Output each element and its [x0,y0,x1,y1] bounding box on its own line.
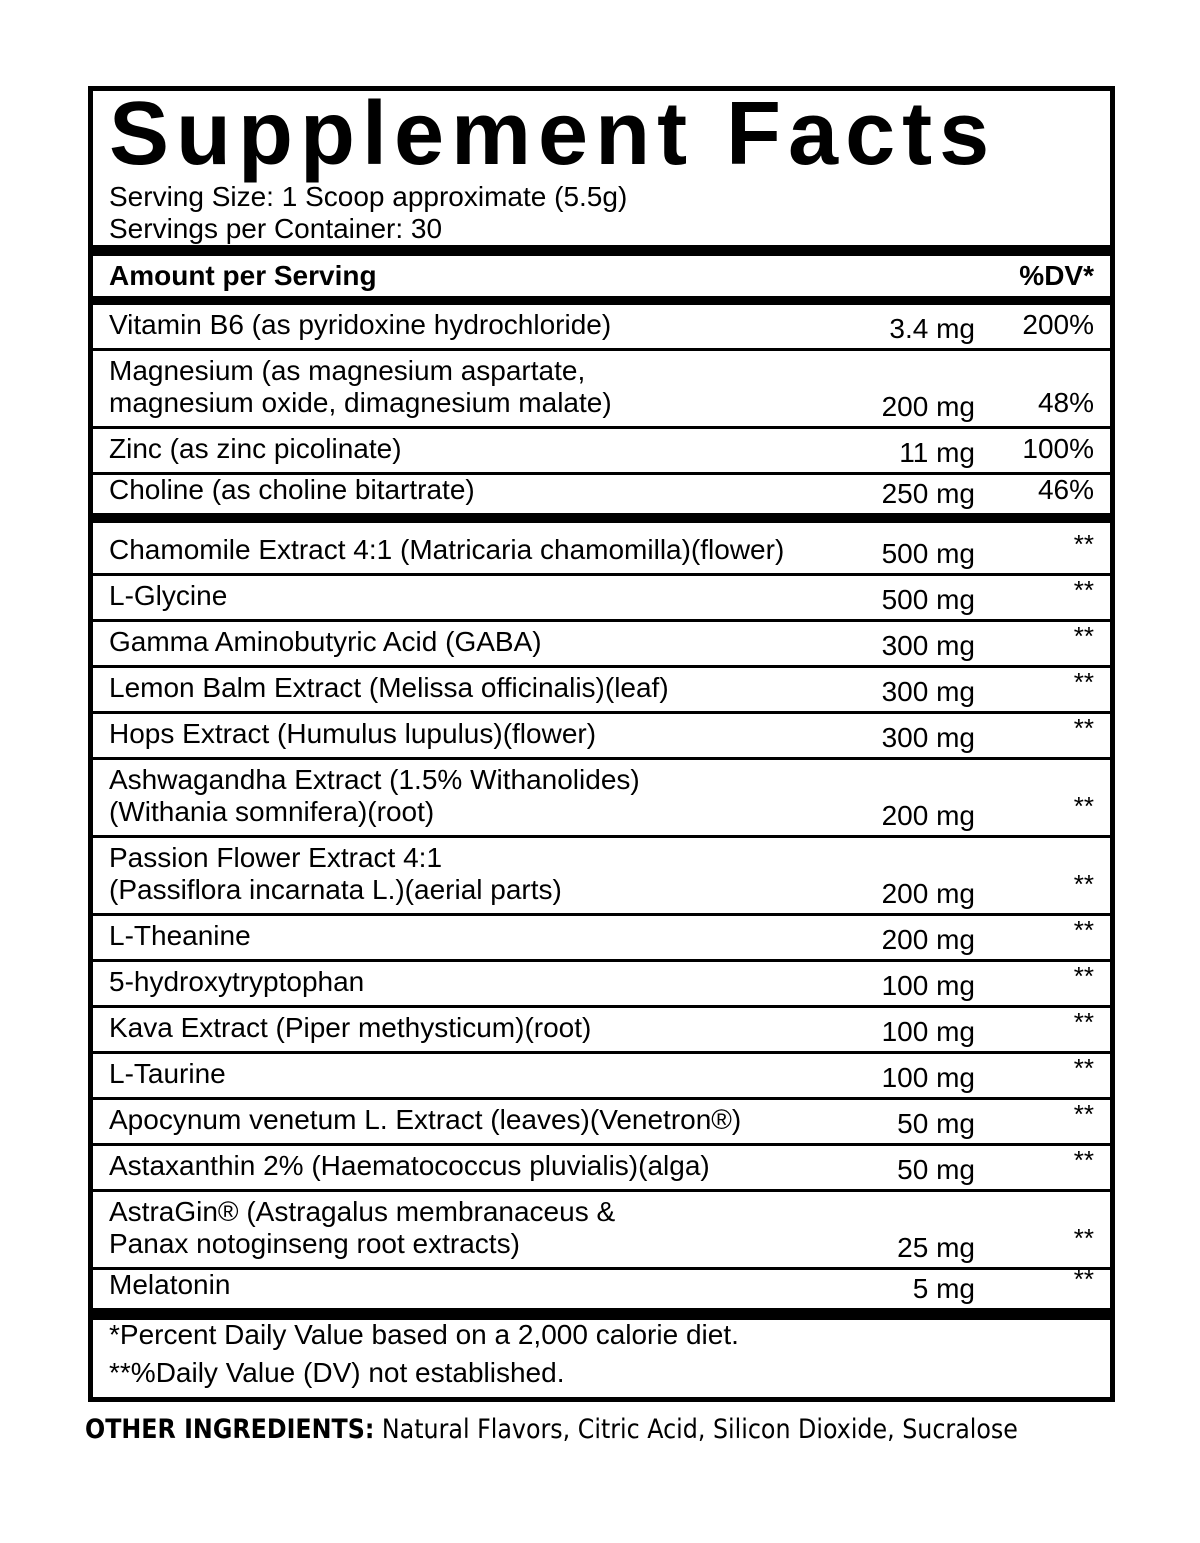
ingredient-amount: 200 mg [881,924,975,955]
ingredient-name: Zinc (as zinc picolinate) [109,433,402,464]
other-ingredients [85,1414,1018,1445]
ingredient-amount: 5 mg [912,1273,975,1304]
ingredient-daily-value: ** [1073,575,1094,605]
ingredient-daily-value: ** [1073,961,1094,991]
servings-per-container: Servings per Container: 30 [109,213,443,244]
ingredient-daily-value: ** [1073,791,1094,821]
ingredient-daily-value: ** [1073,1223,1094,1253]
ingredient-row [93,1264,1110,1320]
ingredient-row [93,622,1110,668]
ingredient-row [93,523,1110,576]
other-ingredients-label: OTHER INGREDIENTS: [85,1414,375,1445]
ingredient-rows [93,305,1110,1320]
amount-per-serving-label: Amount per Serving [109,260,377,291]
ingredient-daily-value: ** [1073,529,1094,559]
header-divider [93,296,1110,305]
ingredient-amount: 300 mg [881,676,975,707]
panel-title: Supplement Facts [109,84,997,184]
ingredient-daily-value: ** [1073,1099,1094,1129]
ingredient-row [93,760,1110,838]
ingredient-amount: 100 mg [881,1016,975,1047]
ingredient-amount: 200 mg [881,391,975,422]
ingredient-row [93,429,1110,475]
ingredient-daily-value: ** [1073,915,1094,945]
ingredient-row [93,351,1110,429]
ingredient-row [93,305,1110,351]
serving-info [109,181,627,245]
ingredient-daily-value: ** [1073,621,1094,651]
ingredient-daily-value: 100% [1022,433,1094,464]
ingredient-row [93,1100,1110,1146]
serving-size: Serving Size: 1 Scoop approximate (5.5g) [109,181,628,212]
ingredient-amount: 500 mg [881,538,975,569]
ingredient-row [93,1054,1110,1100]
ingredient-daily-value: 200% [1022,309,1094,340]
ingredient-amount: 11 mg [899,437,975,468]
ingredient-amount: 100 mg [881,1062,975,1093]
ingredient-row [93,962,1110,1008]
dv-header-label: %DV* [1019,260,1094,291]
ingredient-daily-value: ** [1073,1264,1094,1294]
ingredient-row [93,916,1110,962]
ingredient-row [93,714,1110,760]
ingredient-amount: 3.4 mg [889,313,975,344]
ingredient-name: Astaxanthin 2% (Haematococcus pluvialis)(alga) [109,1150,710,1181]
supplement-facts-panel [88,86,1115,1402]
footnote-dv: *Percent Daily Value based on a 2,000 calorie diet. [109,1319,739,1350]
ingredient-daily-value: ** [1073,713,1094,743]
ingredient-name: 5-hydroxytryptophan [109,966,365,997]
ingredient-daily-value: ** [1073,667,1094,697]
ingredient-name: L-Theanine [109,920,251,951]
footnote-not-established: **%Daily Value (DV) not established. [109,1357,565,1388]
ingredient-name: Vitamin B6 (as pyridoxine hydrochloride) [109,309,612,340]
ingredient-amount: 25 mg [897,1232,975,1263]
ingredient-name: AstraGin® (Astragalus membranaceus & Panax notoginseng root extracts) [109,1196,616,1259]
ingredient-daily-value: 46% [1037,474,1094,505]
ingredient-row [93,576,1110,622]
thick-divider-top [93,245,1110,256]
ingredient-name: L-Taurine [109,1058,226,1089]
ingredient-row [93,668,1110,714]
ingredient-daily-value: ** [1073,1007,1094,1037]
ingredient-name: Ashwagandha Extract (1.5% Withanolides) (Withania somnifera)(root) [109,764,640,827]
ingredient-amount: 200 mg [881,800,975,831]
ingredient-amount: 100 mg [881,970,975,1001]
ingredient-amount: 50 mg [897,1108,975,1139]
ingredient-daily-value: 48% [1037,387,1094,418]
ingredient-name: Hops Extract (Humulus lupulus)(flower) [109,718,597,749]
ingredient-daily-value: ** [1073,1145,1094,1175]
ingredient-row [93,1192,1110,1270]
ingredient-row [93,1008,1110,1054]
ingredient-name: Kava Extract (Piper methysticum)(root) [109,1012,592,1043]
ingredient-amount: 50 mg [897,1154,975,1185]
ingredient-name: Gamma Aminobutyric Acid (GABA) [109,626,542,657]
ingredient-row [93,475,1110,523]
ingredient-daily-value: ** [1073,1053,1094,1083]
ingredient-name: Melatonin [109,1269,231,1300]
ingredient-amount: 250 mg [881,478,975,509]
ingredient-amount: 300 mg [881,722,975,753]
ingredient-name: Chamomile Extract 4:1 (Matricaria chamomilla)(flower) [109,534,785,565]
ingredient-name: Magnesium (as magnesium aspartate, magnesium oxide, dimagnesium malate) [109,355,612,418]
ingredient-name: L-Glycine [109,580,228,611]
ingredient-name: Lemon Balm Extract (Melissa officinalis)(leaf) [109,672,669,703]
other-ingredients-text: Natural Flavors, Citric Acid, Silicon Dioxide, Sucralose [374,1414,1018,1445]
ingredient-row [93,838,1110,916]
ingredient-name: Apocynum venetum L. Extract (leaves)(Venetron®) [109,1104,742,1135]
ingredient-daily-value: ** [1073,869,1094,899]
ingredient-row [93,1146,1110,1192]
ingredient-name: Choline (as choline bitartrate) [109,474,475,505]
ingredient-name: Passion Flower Extract 4:1 (Passiflora incarnata L.)(aerial parts) [109,842,562,905]
ingredient-amount: 300 mg [881,630,975,661]
amount-header [109,256,1094,296]
ingredient-amount: 500 mg [881,584,975,615]
footnotes [109,1316,739,1392]
ingredient-amount: 200 mg [881,878,975,909]
